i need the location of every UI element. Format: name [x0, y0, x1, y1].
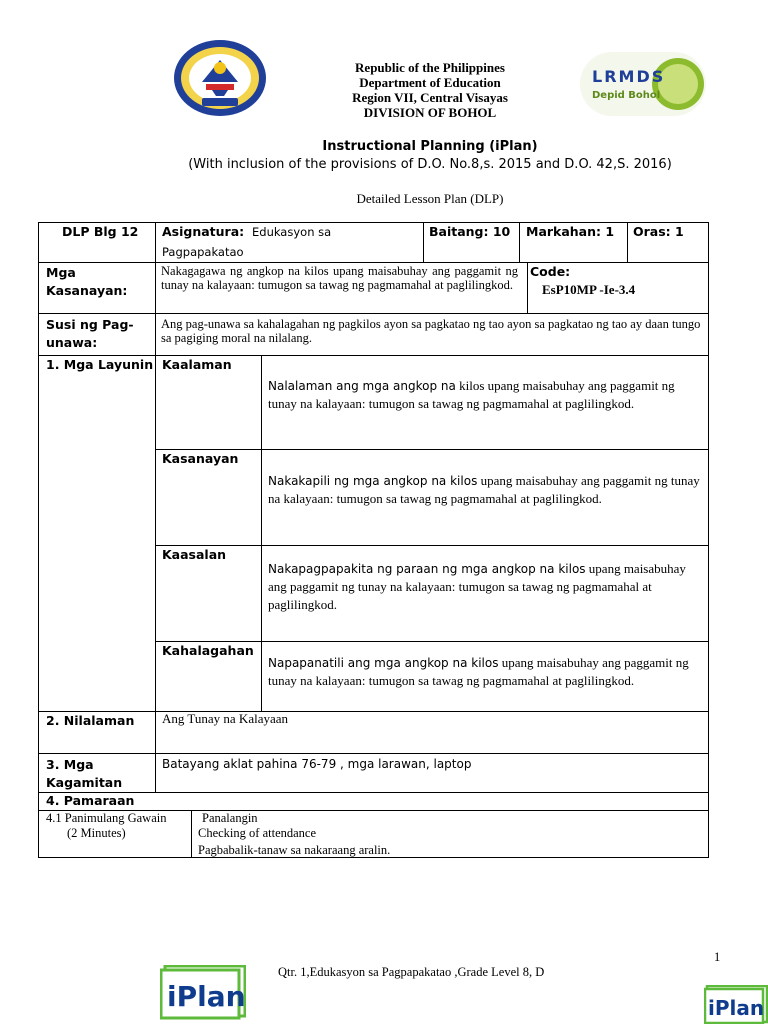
objective-text-kaalaman	[268, 377, 704, 413]
kagamitan-label-2: Kagamitan	[46, 775, 123, 790]
asignatura-label: Asignatura:	[162, 224, 245, 239]
susi-label-1: Susi ng Pag-	[46, 317, 134, 332]
objective-lead: Nalalaman ang mga angkop na	[268, 379, 456, 393]
layunin-label: 1. Mga Layunin	[46, 357, 154, 372]
objective-rest: kilos upang maisabuhay ang paggamit ng tunay na kalayaan: tumugon sa tawag ng pagmamahal at paglilingkod.	[268, 378, 675, 411]
panimulang-item-2: Checking of attendance	[198, 826, 317, 840]
panimulang-item-3: Pagbabalik-tanaw sa nakaraang aralin.	[198, 843, 391, 857]
objective-rest: upang maisabuhay ang paggamit ng tunay na kalayaan: tumugon sa tawag ng pagmamahal at paglilingkod.	[268, 561, 686, 612]
pamamaraan-label: 4. Pamaraan	[46, 793, 135, 808]
code-value: EsP10MP -Ie-3.4	[542, 282, 636, 297]
objective-lead: Nakakapili ng mga angkop na kilos	[268, 474, 478, 488]
page-number: 1	[714, 950, 721, 964]
objective-domain-kaalaman: Kaalaman	[162, 357, 232, 372]
document-subtitle: (With inclusion of the provisions of D.O. No.8,s. 2015 and D.O. 42,S. 2016)	[188, 157, 672, 172]
objective-lead: Nakapagpapakita ng paraan ng mga angkop na kilos	[268, 562, 586, 576]
asignatura-value-1: Edukasyon sa	[252, 225, 332, 239]
code-label: Code:	[530, 264, 571, 279]
panimulang-time: (2 Minutes)	[67, 826, 126, 840]
objective-domain-kasanayan: Kasanayan	[162, 451, 239, 466]
panimulang-item-1: Panalangin	[202, 811, 258, 825]
asignatura-value-2: Pagpapakatao	[162, 245, 244, 259]
kagamitan-label-1: 3. Mga	[46, 757, 94, 772]
document-title: Instructional Planning (iPlan)	[322, 139, 538, 154]
header-line-4: DIVISION OF BOHOL	[363, 105, 497, 120]
objective-rest: upang maisabuhay ang paggamit ng tunay na kalayaan: tumugon sa tawag ng pagmamahal at paglilingkod.	[268, 655, 689, 688]
susi-text: Ang pag-unawa sa kahalagahan ng pagkilos ayon sa pagkatao ng tao ayon sa pagkatao ng tao ay daan tungo sa pagiging moral na nilalang.	[161, 317, 701, 345]
objective-domain-kahalagahan: Kahalagahan	[162, 643, 254, 658]
kasanayan-label-2: Kasanayan:	[46, 283, 128, 298]
header-line-3: Region VII, Central Visayas	[352, 90, 508, 105]
dlp-title: Detailed Lesson Plan (DLP)	[356, 191, 504, 206]
iplan-logo-text: iPlan	[708, 996, 765, 1020]
objective-lead: Napapanatili ang mga angkop na kilos	[268, 656, 499, 670]
objective-text-kaasalan	[268, 560, 704, 614]
markahan-label: Markahan: 1	[526, 224, 615, 239]
footer-text: Qtr. 1,Edukasyon sa Pagpapakatao ,Grade Level 8, D	[278, 965, 545, 979]
header-line-2: Department of Education	[359, 75, 501, 90]
iplan-logo-corner	[704, 985, 768, 1024]
baitang-label: Baitang: 10	[429, 224, 511, 239]
header-line-1: Republic of the Philippines	[355, 60, 505, 75]
objective-rest: upang maisabuhay ang paggamit ng tunay na kalayaan: tumugon sa tawag ng pagmamahal at paglilingkod.	[268, 473, 700, 506]
lrmds-logo	[578, 50, 708, 118]
dlp-number: DLP Blg 12	[62, 224, 139, 239]
svg-text:LRMDS: LRMDS	[592, 67, 666, 86]
kagamitan-text: Batayang aklat pahina 76-79 , mga larawan, laptop	[162, 757, 472, 771]
objective-text-kasanayan	[268, 472, 704, 508]
svg-text:Depid Bohol: Depid Bohol	[592, 90, 661, 101]
panimulang-label: 4.1 Panimulang Gawain	[46, 811, 167, 825]
deped-seal	[172, 38, 268, 118]
kasanayan-text: Nakagagawa ng angkop na kilos upang maisabuhay ang paggamit ng tunay na kalayaan: tumugon sa tawag ng pagmamahal at paglilingkod.	[161, 264, 518, 292]
nilalaman-text: Ang Tunay na Kalayaan	[162, 711, 289, 726]
kasanayan-label-1: Mga	[46, 265, 76, 280]
objective-text-kahalagahan	[268, 654, 704, 690]
iplan-logo-footer	[160, 965, 246, 1020]
susi-label-2: unawa:	[46, 335, 98, 350]
iplan-logo-text: iPlan	[167, 980, 246, 1013]
objective-domain-kaasalan: Kaasalan	[162, 547, 227, 562]
oras-label: Oras: 1	[633, 224, 684, 239]
nilalaman-label: 2. Nilalaman	[46, 713, 135, 728]
